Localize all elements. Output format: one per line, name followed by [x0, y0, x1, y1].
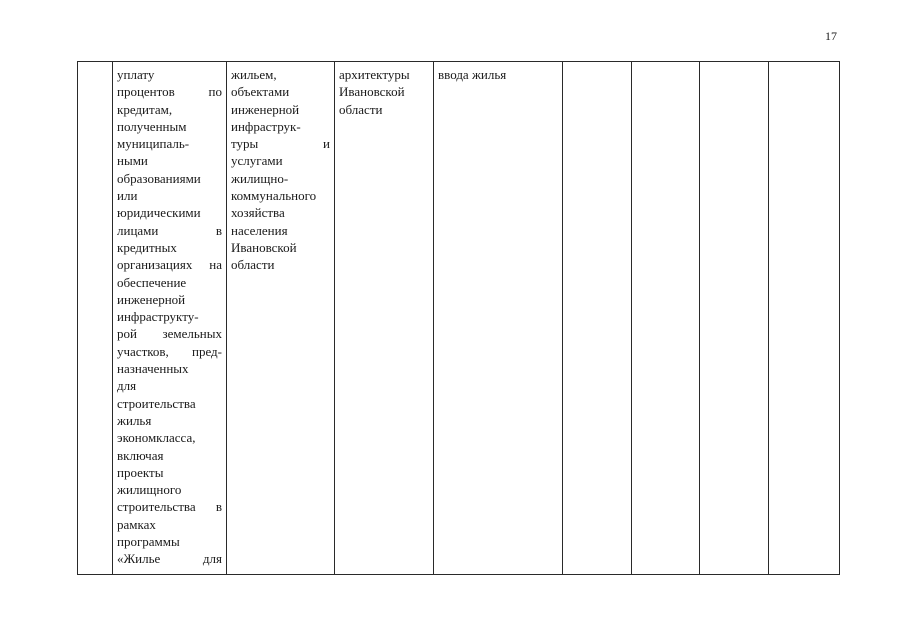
cell-text-line: назначенных — [117, 361, 189, 377]
cell-text-line: жилья — [117, 412, 152, 428]
cell-text-line: программы — [117, 534, 180, 550]
cell-text-line: обеспечение — [117, 274, 187, 290]
table-cell-value — [700, 62, 769, 575]
cell-text-line: кредитных — [117, 239, 177, 255]
cell-text-line: или — [117, 188, 138, 204]
cell-text-line: области — [231, 257, 275, 273]
cell-text-line: хозяйства — [231, 205, 285, 221]
cell-text-line: туры и — [231, 136, 330, 152]
cell-text-line: образованиями — [117, 170, 201, 186]
table-row — [78, 62, 840, 575]
cell-text-line: организациях на — [117, 257, 222, 273]
cell-text-line: полученным — [117, 118, 187, 134]
cell-text-line: экономкласса, — [117, 430, 196, 446]
cell-text-line: ными — [117, 153, 148, 169]
cell-text-line: коммунального — [231, 188, 317, 204]
page-number: 17 — [825, 29, 837, 43]
cell-text-line: лицами в — [117, 222, 222, 238]
cell-text-line: проекты — [117, 464, 164, 480]
cell-text-line: инженерной — [117, 291, 186, 307]
table-cell-responsible — [335, 62, 434, 575]
table-cell-value — [632, 62, 700, 575]
cell-text-line: рой земельных — [117, 326, 222, 342]
cell-text-line: юридическими — [117, 205, 201, 221]
cell-text-line: кредитам, — [117, 101, 173, 117]
cell-text-line: строительства — [117, 395, 196, 411]
cell-text-line: объектами — [231, 84, 290, 100]
cell-text-line: инфраструкту- — [117, 309, 199, 325]
cell-text-line: жилищно- — [231, 170, 289, 186]
cell-text-line: включая — [117, 447, 164, 463]
cell-text-line: уплату — [117, 67, 155, 82]
cell-text-line: строительства в — [117, 499, 222, 515]
table-cell-indicator — [434, 62, 563, 575]
cell-text-line: ввода жилья — [438, 67, 507, 82]
cell-text-line: инфраструк- — [231, 118, 301, 134]
cell-text-line: участков, пред- — [117, 343, 222, 359]
cell-text-line: Ивановской — [231, 239, 297, 255]
cell-text-line: для — [117, 378, 137, 394]
document-table — [77, 61, 840, 575]
cell-text-line: жильем, — [231, 67, 277, 82]
cell-text-line: рамках — [117, 516, 156, 532]
table-cell-value — [563, 62, 632, 575]
table-cell-number — [78, 62, 113, 575]
cell-text-line: «Жилье для — [117, 551, 222, 567]
cell-text-line: инженерной — [231, 101, 300, 117]
table-cell-measure-description — [113, 62, 227, 575]
table-cell-value — [769, 62, 840, 575]
cell-text-line: услугами — [231, 153, 283, 169]
cell-text-line: жилищного — [117, 482, 182, 498]
cell-text-line: области — [339, 101, 383, 117]
cell-text-line: населения — [231, 222, 288, 238]
cell-text-line: муниципаль- — [117, 136, 190, 152]
cell-text-line: Ивановской — [339, 84, 405, 100]
table-cell-goal — [227, 62, 335, 575]
cell-text-line: процентов по — [117, 84, 222, 100]
cell-text-line: архитектуры — [339, 67, 410, 82]
